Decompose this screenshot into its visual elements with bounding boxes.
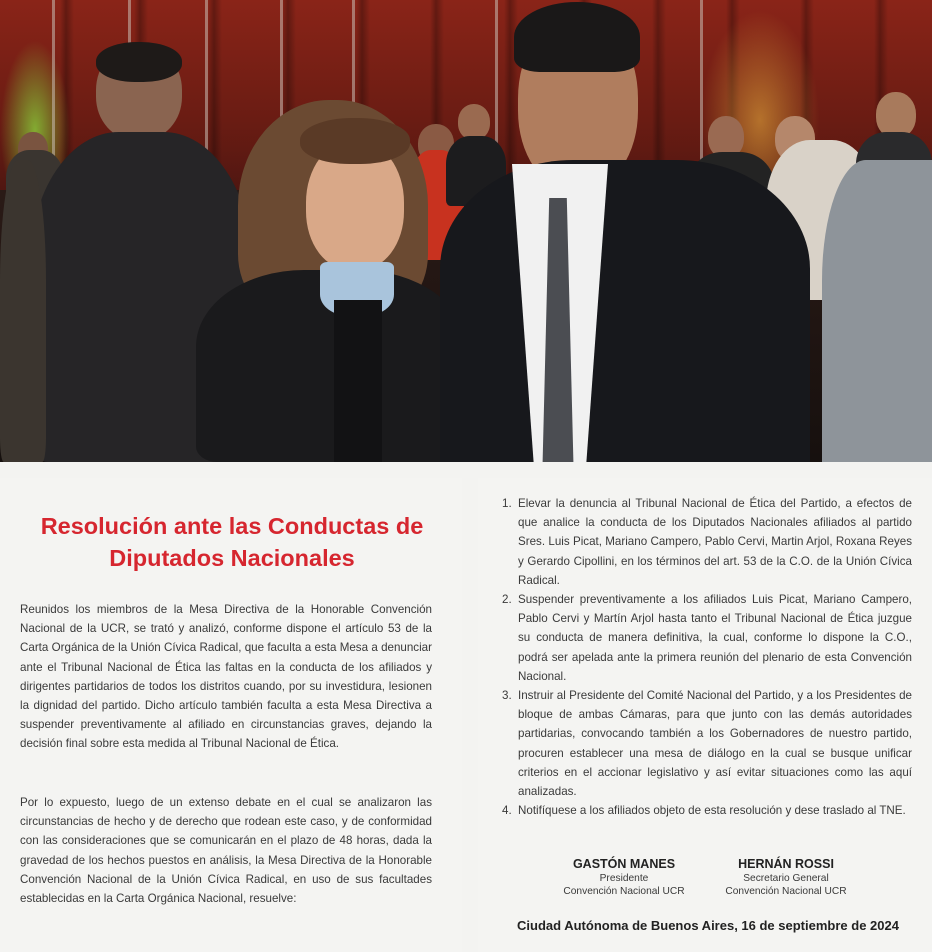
list-item [502, 590, 912, 686]
item-number: 3. [502, 689, 512, 703]
page-title: Resolución ante las Conductas de Diputados Nacionales [40, 513, 424, 571]
list-item [502, 494, 912, 590]
item-number: 4. [502, 804, 512, 818]
signer-organization: Convención Nacional UCR [725, 886, 847, 897]
item-text: Notifíquese a los afiliados objeto de esta resolución y dese traslado al TNE. [518, 804, 906, 818]
signer-role: Secretario General [743, 873, 829, 884]
signer-name: HERNÁN ROSSI [738, 857, 834, 871]
intro-paragraph: Reunidos los miembros de la Mesa Directiva de la Honorable Convención Nacional de la UCR, se trató y analizó, conforme dispone el artículo 53 de la Carta Orgánica de la Unión Cívica Radical, que faculta a esta Mesa a denunciar ante el Tribunal Nacional de Ética las faltas en la conducta de los afiliados y dirigentes partidarios de todos los distritos cuando, por su investidura, lesionen la dignidad del partido. Dicho artículo también faculta a esta Mesa Directiva a suspender preventivamente al afiliado en circunstancias graves, dejando la decisión final sobre esta medida al Tribunal Nacional de Ética. [20, 603, 432, 751]
place-and-date: Ciudad Autónoma de Buenos Aires, 16 de septiembre de 2024 [517, 918, 899, 933]
item-text: Instruir al Presidente del Comité Nacional del Partido, y a los Presidentes de bloque de ambas Cámaras, para que junto con las demás autoridades partidarias, convocando también a los Gobernadores de nuestro partido, procuren establecer una mesa de diálogo en la cual se busque unificar criterios en el accionar legislativo y así evitar situaciones como las aquí analizadas. [518, 689, 912, 799]
resolution-list [502, 494, 912, 820]
list-item [502, 686, 912, 801]
signature-president [544, 856, 704, 898]
resolution-intro-panel [0, 478, 462, 952]
resolve-paragraph: Por lo expuesto, luego de un extenso debate en el cual se analizaron las circunstancias de hecho y de derecho que rodean este caso, y de conformidad con las consideraciones que se comunicarán en el plazo de 48 horas, dada la gravedad de los hechos puestos en análisis, la Mesa Directiva de la Honorable Convención Nacional de la Unión Cívica Radical, en uso de sus facultades establecidas en la Carta Orgánica Nacional, resuelve: [20, 796, 432, 906]
signer-name: GASTÓN MANES [572, 857, 676, 871]
signer-organization: Convención Nacional UCR [563, 886, 685, 897]
signer-role: Presidente [599, 873, 649, 884]
resolution-items-panel [478, 478, 932, 952]
item-text: Elevar la denuncia al Tribunal Nacional de Ética del Partido, a efectos de que analice la conducta de los Diputados Nacionales afiliados al partido Sres. Luis Picat, Mariano Campero, Pablo Cervi, Martin Arjol, Roxana Reyes y Gerardo Cipollini, en los términos del art. 53 de la C.O. de la Unión Cívica Radical. [518, 497, 912, 587]
list-item [502, 801, 912, 820]
item-number: 2. [502, 593, 512, 607]
signature-secretary [706, 856, 866, 898]
item-number: 1. [502, 497, 512, 510]
event-photo [0, 0, 932, 462]
item-text: Suspender preventivamente a los afiliados Luis Picat, Mariano Campero, Pablo Cervi y Martín Arjol hasta tanto el Tribunal Nacional de Ética juzgue su conducta de manera definitiva, la cual, conforme lo dispone la C.O., podrá ser apelada ante la primera reunión del plenario de esta Convención Nacional. [518, 593, 912, 683]
